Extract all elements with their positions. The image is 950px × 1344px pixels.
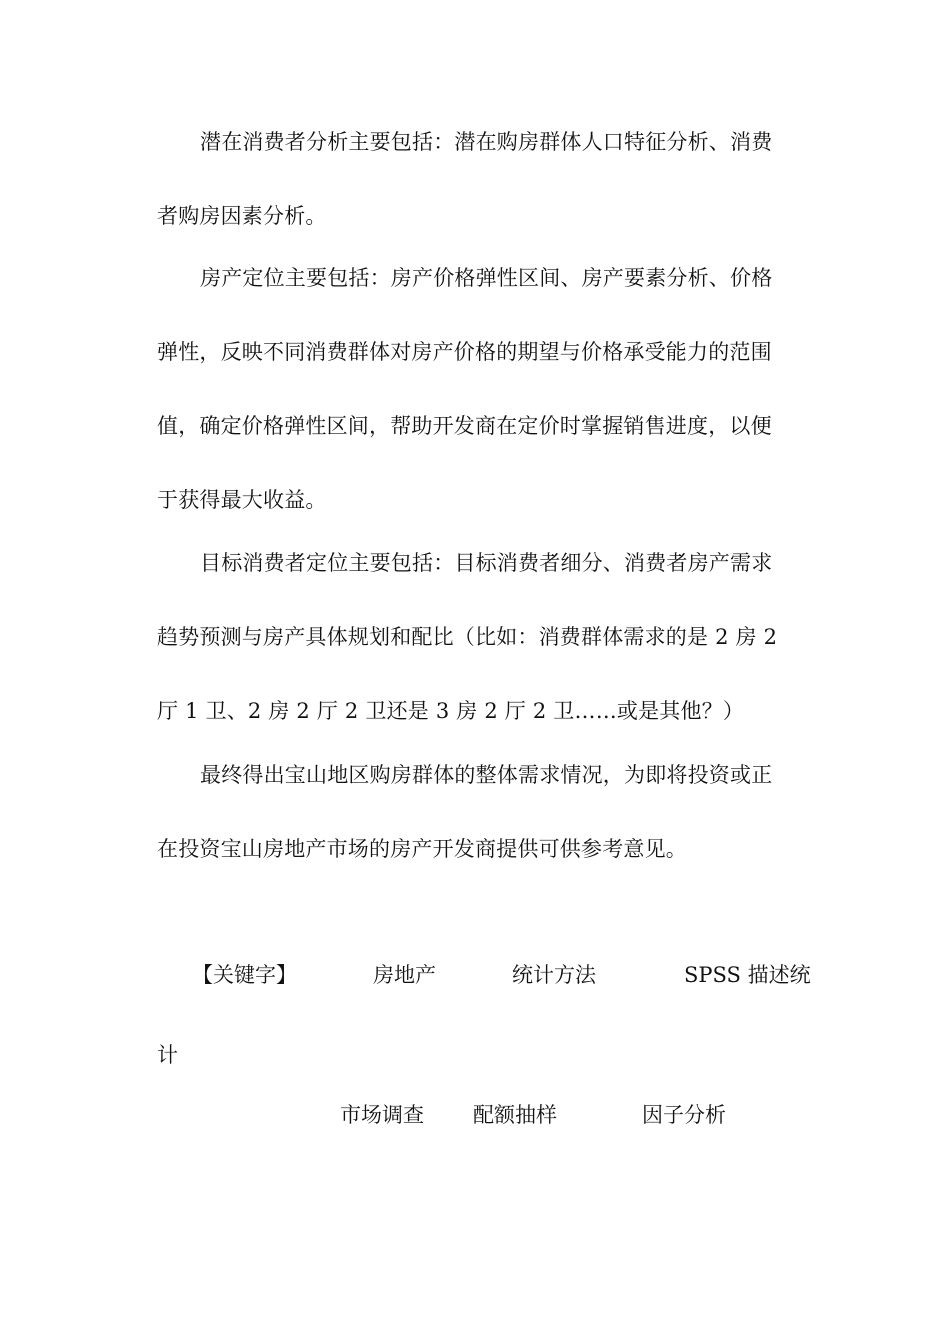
paragraph-line: 房产定位主要包括：房产价格弹性区间、房产要素分析、价格 xyxy=(200,266,773,290)
paragraph-line: 厅 1 卫、2 房 2 厅 2 卫还是 3 房 2 厅 2 卫……或是其他？） xyxy=(157,699,745,723)
paragraph-line: 在投资宝山房地产市场的房产开发商提供可供参考意见。 xyxy=(157,837,687,861)
paragraph-line: 者购房因素分析。 xyxy=(157,204,327,228)
paragraph-line: 最终得出宝山地区购房群体的整体需求情况，为即将投资或正 xyxy=(200,763,773,787)
keywords-label: 【关键字】 xyxy=(192,963,297,987)
keyword-item: SPSS 描述统 xyxy=(684,963,811,987)
keyword-item: 市场调查 xyxy=(340,1103,424,1127)
keyword-item: 因子分析 xyxy=(642,1103,726,1127)
keyword-item: 房地产 xyxy=(373,963,436,987)
paragraph-line: 于获得最大收益。 xyxy=(157,488,327,512)
paragraph-line: 目标消费者定位主要包括：目标消费者细分、消费者房产需求 xyxy=(200,551,773,575)
paragraph-line: 潜在消费者分析主要包括：潜在购房群体人口特征分析、消费 xyxy=(200,130,773,154)
paragraph-line: 弹性，反映不同消费群体对房产价格的期望与价格承受能力的范围 xyxy=(157,340,772,364)
keyword-item: 配额抽样 xyxy=(473,1103,557,1127)
paragraph-line: 趋势预测与房产具体规划和配比（比如：消费群体需求的是 2 房 2 xyxy=(157,625,778,649)
keyword-item: 计 xyxy=(157,1043,178,1067)
keyword-item: 统计方法 xyxy=(512,963,596,987)
paragraph-line: 值，确定价格弹性区间，帮助开发商在定价时掌握销售进度，以便 xyxy=(157,414,772,438)
